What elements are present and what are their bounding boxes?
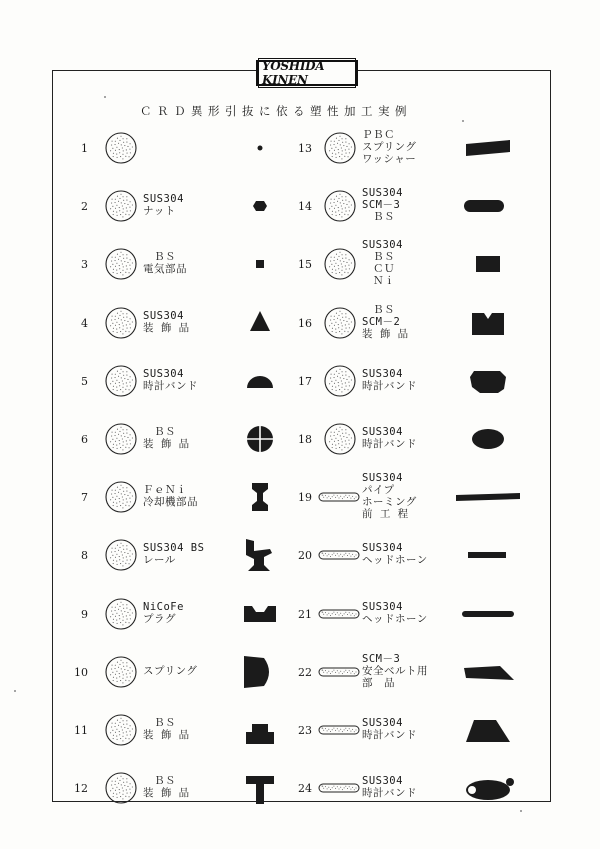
material-label: 時計バンド (362, 729, 417, 741)
ellipse-profile-icon (458, 419, 518, 459)
octagon-bar-profile-icon (458, 361, 518, 401)
material-label: ＢＳ (143, 717, 176, 729)
item-number: 23 (298, 724, 312, 737)
triangle-profile-icon (230, 303, 290, 343)
grooved-circle-profile-icon (230, 419, 290, 459)
material-label: SUS304 (362, 600, 403, 613)
round-stock-icon (104, 597, 138, 631)
material-label: 部 品 (362, 676, 395, 689)
logo-text: YOSHIDA KINEN (258, 58, 356, 88)
material-label: 安全ベルト用 (362, 664, 428, 677)
material-label: SUS304 (362, 367, 403, 380)
item-number: 22 (298, 665, 312, 679)
material-label: ワッシャー (362, 153, 417, 165)
round-stock-icon (104, 189, 138, 223)
item-number: 19 (298, 491, 312, 505)
rectangle-profile-icon (458, 244, 518, 284)
material-label: スプリング (362, 141, 417, 153)
material-label: SCM－2 (362, 315, 401, 328)
item-number: 8 (81, 549, 88, 563)
item-number: 16 (298, 316, 312, 330)
material-label: SUS304 (143, 309, 184, 322)
material-label: ＰＢＣ (362, 129, 395, 141)
item-number: 11 (74, 724, 88, 737)
round-stock-icon (104, 771, 138, 805)
material-label: SUS304 (143, 193, 184, 206)
material-label: SUS304 (362, 426, 403, 438)
material-label: 装 飾 品 (143, 438, 190, 450)
rail-profile-icon (230, 535, 290, 575)
material-label: ＢＳ (143, 251, 176, 264)
item-number: 20 (298, 549, 312, 563)
item-number: 24 (298, 782, 312, 796)
stepped-block-profile-icon (230, 710, 290, 750)
rounded-tab-profile-icon (230, 652, 290, 692)
material-label: 装 飾 品 (362, 327, 409, 340)
round-stock-icon (104, 713, 138, 747)
t-shape-profile-icon (230, 768, 290, 808)
material-label: 時計バンド (362, 379, 417, 392)
material-label: 前 工 程 (362, 508, 409, 521)
material-label: SUS304 (143, 367, 184, 380)
dot-small-profile-icon (230, 128, 290, 168)
material-label: 時計バンド (362, 787, 417, 800)
material-label: ＢＳ (143, 426, 176, 438)
notched-bar-profile-icon (230, 594, 290, 634)
material-label: SUS304 (362, 472, 403, 485)
taper-strip-profile-icon (458, 128, 518, 168)
round-stock-icon (323, 247, 357, 281)
material-label: SUS304 (362, 775, 403, 788)
item-number: 15 (298, 258, 312, 272)
material-label: ＢＳ (362, 303, 395, 316)
material-label: SUS304 (362, 239, 403, 252)
item-number: 18 (298, 433, 312, 446)
item-number: 10 (74, 665, 88, 679)
material-label: SCM－3 (362, 199, 401, 212)
material-label: 冷却機部品 (143, 496, 198, 509)
round-stock-icon (323, 131, 357, 165)
round-stock-icon (323, 306, 357, 340)
material-label: 電気部品 (143, 263, 187, 276)
half-circle-profile-icon (230, 361, 290, 401)
item-number: 5 (81, 374, 88, 388)
material-label: ＣＵ (362, 263, 395, 276)
round-stock-icon (323, 422, 357, 456)
item-number: 4 (81, 316, 88, 330)
long-thin-strip-profile-icon (458, 477, 518, 517)
v-notch-block-profile-icon (458, 303, 518, 343)
round-stock-icon (104, 538, 138, 572)
material-label: 装 飾 品 (143, 729, 190, 741)
material-label: ホーミング (362, 496, 417, 509)
material-label: SUS304 (362, 717, 403, 729)
material-label: ヘッドホーン (362, 612, 428, 625)
long-round-strip-profile-icon (458, 594, 518, 634)
material-label: 装 飾 品 (143, 321, 190, 334)
round-stock-icon (104, 364, 138, 398)
material-label: SUS304 BS (143, 542, 205, 555)
round-stock-icon (104, 480, 138, 514)
flat-stock-icon (318, 607, 360, 621)
item-number: 21 (298, 607, 312, 621)
material-label: ナット (143, 205, 176, 218)
round-stock-icon (104, 131, 138, 165)
material-label: パイプ (362, 484, 395, 497)
material-label: 時計バンド (143, 379, 198, 392)
material-label: NiCoFe (143, 600, 184, 613)
flat-stock-icon (318, 781, 360, 795)
item-number: 14 (298, 200, 312, 214)
item-number: 13 (298, 142, 312, 155)
page-title: ＣＲＤ異形引抜に依る塑性加工実例 (140, 104, 412, 118)
material-label: Ｎｉ (362, 275, 395, 288)
item-number: 12 (74, 782, 88, 796)
round-stock-icon (104, 422, 138, 456)
material-label: 時計バンド (362, 438, 417, 450)
material-label: プラグ (143, 612, 176, 625)
material-label: 装 飾 品 (143, 787, 190, 800)
item-number: 6 (81, 433, 88, 446)
flat-stock-icon (318, 723, 360, 737)
material-label: ＦｅＮｉ (143, 484, 187, 497)
round-stock-icon (104, 247, 138, 281)
wedge-strip-profile-icon (458, 652, 518, 692)
item-number: 3 (81, 258, 88, 272)
flat-stock-icon (318, 490, 360, 504)
flat-stock-icon (318, 665, 360, 679)
round-stock-icon (104, 306, 138, 340)
material-label: レール (143, 554, 176, 567)
material-label: SUS304 (362, 542, 403, 555)
item-number: 9 (81, 607, 88, 621)
h-beam-profile-icon (230, 477, 290, 517)
round-stock-icon (104, 655, 138, 689)
round-stock-icon (323, 189, 357, 223)
material-label: スプリング (143, 664, 198, 677)
hexagon-profile-icon (230, 186, 290, 226)
material-label: ヘッドホーン (362, 554, 428, 567)
thin-bar-profile-icon (458, 535, 518, 575)
item-number: 1 (81, 142, 88, 155)
material-label: SUS304 (362, 187, 403, 200)
material-label: SCM－3 (362, 652, 401, 665)
keyhole-bar-profile-icon (458, 768, 518, 808)
company-logo (256, 60, 358, 86)
item-number: 17 (298, 374, 312, 388)
round-stock-icon (323, 364, 357, 398)
flat-stock-icon (318, 548, 360, 562)
material-label: ＢＳ (362, 211, 395, 224)
material-label: ＢＳ (362, 251, 395, 264)
material-label: ＢＳ (143, 775, 176, 788)
item-number: 2 (81, 200, 88, 214)
trapezoid-profile-icon (458, 710, 518, 750)
small-square-profile-icon (230, 244, 290, 284)
item-number: 7 (81, 491, 88, 505)
rounded-bar-profile-icon (458, 186, 518, 226)
